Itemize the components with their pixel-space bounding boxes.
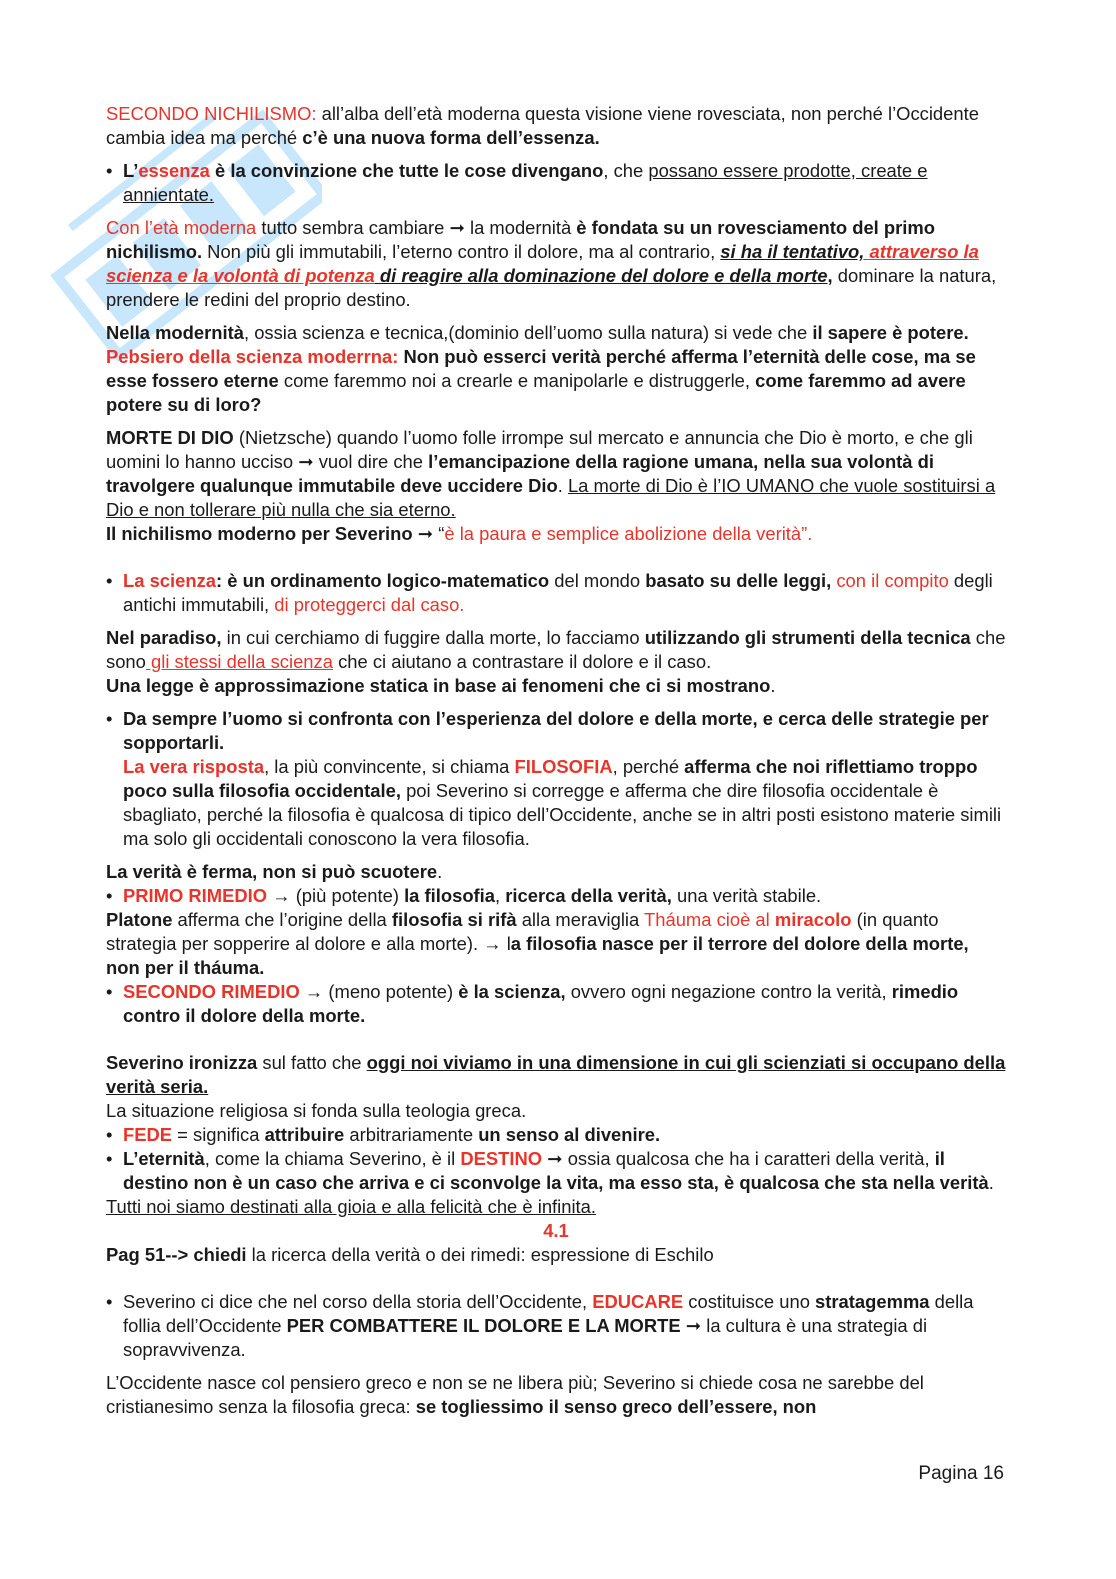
text-run: , che <box>603 160 649 181</box>
bullet-fede <box>106 1123 1006 1147</box>
paragraph-morte-di-dio <box>106 426 1006 522</box>
text-run: . <box>988 1172 994 1193</box>
paragraph-verita-ferma <box>106 860 1006 884</box>
bullet-scienza <box>106 569 1006 617</box>
text-run-bold: il sapere è potere. <box>812 322 969 343</box>
text-run: (Nietzsche) quando l’uomo folle irrompe sul mercato e annuncia che Dio è morto, e che gli uomini lo hanno ucciso ➞ vuol dire che <box>106 427 973 472</box>
text-run-bold: a filosofia nasce per il terrore del dolore della morte, non per il tháuma. <box>106 933 969 978</box>
text-run-red: è la paura e semplice abolizione della verità”. <box>444 523 813 544</box>
paragraph-eta-moderna <box>106 216 1006 312</box>
text-run: ➞ ossia qualcosa che ha i caratteri della verità, <box>542 1148 935 1169</box>
text-run-bold: è la scienza, <box>458 981 566 1002</box>
text-run: poi Severino si corregge e afferma che dire filosofia occidentale è sbagliato, perché la filosofia è qualcosa di tipico dell’Occidente, anche se in altri posti esistono materie simili ma solo gli occidentali conoscono la vera filosofia. <box>123 780 1002 849</box>
text-run: → (meno potente) <box>299 981 459 1002</box>
text-run-bold: Severino ironizza <box>106 1052 258 1073</box>
bullet-educare <box>106 1290 1006 1362</box>
bullet-secondo-rimedio <box>106 980 1006 1028</box>
text-run: degli antichi immutabili, <box>123 570 993 615</box>
text-run-red-bold: essenza <box>138 160 210 181</box>
text-run-bold: ricerca della verità, <box>505 885 672 906</box>
paragraph-nichilismo-moderno <box>106 522 1006 546</box>
text-run: ➞ la cultura è una strategia di sopravvivenza. <box>123 1315 928 1360</box>
text-run-red-bold: SECONDO RIMEDIO <box>123 981 300 1002</box>
text-run: L’Occidente nasce col pensiero greco e non se ne libera più; Severino si chiede cosa ne sarebbe del cristianesimo senza la filosofia greca: <box>106 1372 924 1417</box>
text-run-bold: Pag 51--> chiedi <box>106 1244 247 1265</box>
text-run: , <box>495 885 506 906</box>
text-run-red-bold: Pebsiero della scienza moderrna: <box>106 346 399 367</box>
text-run-bold-italic-underline: di reagire alla dominazione del dolore e della morte <box>374 265 828 286</box>
spacer <box>106 1276 1006 1290</box>
text-run: del mondo <box>549 570 646 591</box>
text-run-red-bold: FEDE <box>123 1124 173 1145</box>
text-run: ovvero ogni negazione contro la verità, <box>565 981 892 1002</box>
text-run-red: di proteggerci dal caso. <box>274 594 465 615</box>
paragraph-severino-ironizza <box>106 1051 1006 1099</box>
text-run-red-bold: EDUCARE <box>592 1291 684 1312</box>
paragraph-secondo-nichilismo <box>106 102 1006 150</box>
text-run-bold: Non può esserci verità perché afferma l’eternità delle cose, ma se esse fossero eterne <box>106 346 976 391</box>
text-run: la ricerca della verità o dei rimedi: espressione di Eschilo <box>246 1244 714 1265</box>
text-run: come faremmo noi a crearle e manipolarle e distruggerle, <box>278 370 756 391</box>
text-run: (in quanto strategia per sopperire al dolore e alla morte). → l <box>106 909 939 954</box>
text-run-red-bold: FILOSOFIA <box>514 756 613 777</box>
text-run-bold: Nel paradiso, <box>106 627 222 648</box>
text-run: che ci aiutano a contrastare il dolore e il caso. <box>332 651 712 672</box>
text-run-bold: basato su delle leggi, <box>645 570 832 591</box>
paragraph-legge <box>106 674 1006 698</box>
text-run: , ossia scienza e tecnica,(dominio dell’uomo sulla natura) si vede che <box>243 322 813 343</box>
text-run-red-underline: gli stessi della scienza <box>145 651 333 672</box>
text-run: in cui cerchiamo di fuggire dalla morte, lo facciamo <box>221 627 645 648</box>
text-run: Severino ci dice che nel corso della storia dell’Occidente, <box>123 1291 593 1312</box>
text-run-bold: la filosofia <box>404 885 496 906</box>
text-run: all’alba dell’età moderna questa visione viene rovesciata, non perché l’Occidente cambia idea ma perché <box>106 103 979 148</box>
paragraph-destinati-gioia: Tutti noi siamo destinati alla gioia e alla felicità che è infinita. <box>106 1196 597 1217</box>
text-run: Non più gli immutabili, l’eterno contro il dolore, ma al contrario, <box>202 241 721 262</box>
text-run-bold-underline: oggi noi viviamo in una dimensione in cui gli scienziati si occupano della verità seria. <box>106 1052 1006 1097</box>
text-run-red-bold: PRIMO RIMEDIO <box>123 885 268 906</box>
text-run-red-bold: miracolo <box>774 909 852 930</box>
text-run-bold: • Da sempre l’uomo si confronta con l’esperienza del dolore e della morte, e cerca delle strategie per sopportarli. <box>123 708 989 753</box>
text-run-bold: se togliessimo il senso greco dell’essere, non <box>415 1396 817 1417</box>
heading-secondo-nichilismo: SECONDO NICHILISMO: <box>106 103 317 124</box>
text-run-bold: L’ <box>123 160 139 181</box>
text-run-bold-italic-underline: si ha il tentativo, <box>720 241 865 262</box>
text-run-bold: è fondata su un rovesciamento del primo nichilismo. <box>106 217 935 262</box>
text-run-red-bold: DESTINO <box>460 1148 543 1169</box>
text-run: che sono <box>106 627 1006 672</box>
text-run-red-bold: La scienza <box>123 570 217 591</box>
paragraph-occidente-greco <box>106 1371 1006 1419</box>
text-run-bold: PER COMBATTERE IL DOLORE E LA MORTE <box>286 1315 681 1336</box>
text-run-bold: afferma che noi riflettiamo troppo poco sulla filosofia occidentale, <box>123 756 978 801</box>
text-run-bold: Una legge è approssimazione statica in base ai fenomeni che ci si mostrano <box>106 675 771 696</box>
paragraph-pag-51 <box>106 1243 1006 1267</box>
text-run: = significa <box>172 1124 265 1145</box>
text-run-bold: Platone <box>106 909 173 930</box>
text-run: tutto sembra cambiare ➞ la modernità <box>256 217 577 238</box>
text-run-underline: possano essere prodotte, create e annientate. <box>123 160 928 205</box>
text-run-bold: L’eternità <box>123 1148 205 1169</box>
paragraph-paradiso <box>106 626 1006 674</box>
text-run-bold: Il nichilismo moderno per Severino <box>106 523 413 544</box>
text-run-bold: è la convinzione che tutte le cose divengano <box>209 160 604 181</box>
text-run: una verità stabile. <box>671 885 822 906</box>
text-run-red: con il compito <box>831 570 949 591</box>
paragraph-modernita <box>106 321 1006 345</box>
bullet-essenza <box>106 159 1006 207</box>
text-run-red-bold: La vera risposta <box>123 756 265 777</box>
text-run: , come la chiama Severino, è il <box>204 1148 461 1169</box>
text-run: . <box>437 861 443 882</box>
text-run-bold-underline: , <box>827 265 833 286</box>
text-run-bold: Nella modernità <box>106 322 244 343</box>
text-run: . <box>557 475 568 496</box>
text-run-bold: stratagemma <box>815 1291 930 1312</box>
section-number: 4.1 <box>543 1220 569 1241</box>
paragraph-pensiero-scienza <box>106 345 1006 417</box>
text-run-bold: : è un ordinamento logico-matematico <box>216 570 550 591</box>
bullet-primo-rimedio <box>106 884 1006 908</box>
text-run-red-bold-italic-underline: attraverso la scienza e la volontà di potenza <box>106 241 979 286</box>
paragraph-situazione-religiosa: La situazione religiosa si fonda sulla teologia greca. <box>106 1100 527 1121</box>
text-run: alla meraviglia <box>516 909 645 930</box>
text-run-bold: c’è una nuova forma dell’essenza. <box>302 127 600 148</box>
text-run-red: Tháuma cioè al <box>644 909 775 930</box>
text-run: arbitrariamente <box>344 1124 479 1145</box>
text-run-bold: attribuire <box>264 1124 345 1145</box>
text-run-bold: filosofia si rifà <box>391 909 517 930</box>
text-run: . <box>770 675 776 696</box>
document-body <box>106 102 1006 1419</box>
text-run-bold: come faremmo ad avere potere su di loro? <box>106 370 966 415</box>
text-run: afferma che l’origine della <box>172 909 392 930</box>
text-run-bold: utilizzando gli strumenti della tecnica <box>644 627 971 648</box>
text-run: , perché <box>612 756 685 777</box>
page-number: Pagina 16 <box>918 1463 1004 1484</box>
spacer <box>106 555 1006 569</box>
text-run-bold: La verità è ferma, non si può scuotere <box>106 861 438 882</box>
text-run-red: Con l’età moderna <box>106 217 257 238</box>
text-run: , la più convincente, si chiama <box>264 756 515 777</box>
text-run: della follia dell’Occidente <box>123 1291 974 1336</box>
text-run: costituisce uno <box>683 1291 816 1312</box>
text-run: → (più potente) <box>267 885 405 906</box>
text-run: ➞ “ <box>412 523 445 544</box>
text-run: dominare la natura, prendere le redini del proprio destino. <box>106 265 997 310</box>
text-run-underline: La morte di Dio è l’IO UMANO che vuole sostituirsi a Dio e non tollerare più nulla che sia eterno. <box>106 475 996 520</box>
paragraph-platone <box>106 908 1006 980</box>
text-run-bold: l’emancipazione della ragione umana, nella sua volontà di travolgere qualunque immutabile deve uccidere Dio <box>106 451 934 496</box>
bullet-eternita <box>106 1147 1006 1195</box>
text-run-bold: MORTE DI DIO <box>106 427 234 448</box>
text-run: sul fatto che <box>257 1052 367 1073</box>
text-run-bold: un senso al divenire. <box>478 1124 661 1145</box>
spacer <box>106 1037 1006 1051</box>
bullet-da-sempre <box>106 707 1006 851</box>
text-run-bold: rimedio contro il dolore della morte. <box>123 981 959 1026</box>
text-run-bold: il destino non è un caso che arriva e ci sconvolge la vita, ma esso sta, è qualcosa che sta nella verità <box>123 1148 989 1193</box>
